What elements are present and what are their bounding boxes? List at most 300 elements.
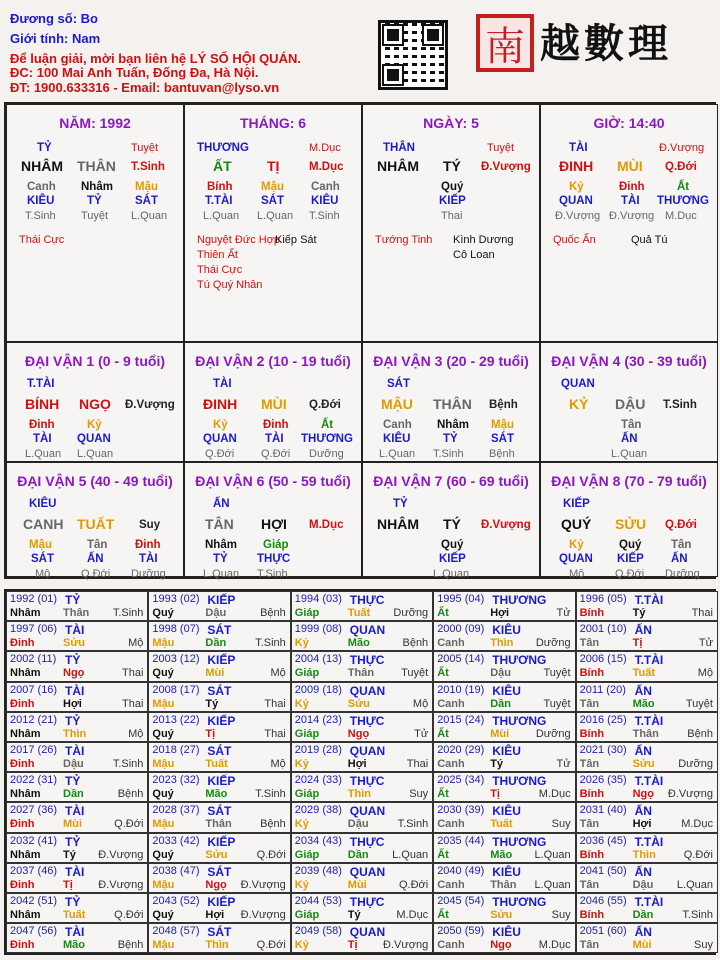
- year-branch: Mùi: [490, 727, 510, 740]
- year-label: 2043 (52): [152, 895, 200, 907]
- cell-text: T.Sinh: [663, 399, 697, 411]
- year-stage: Bệnh: [260, 607, 286, 619]
- year-branch: Sửu: [632, 758, 655, 770]
- year-cell: [291, 863, 433, 893]
- cell-title: ĐẠI VẬN 7 (60 - 69 tuổi): [373, 473, 529, 489]
- year-cell: [6, 923, 148, 953]
- year-stem: Nhâm: [10, 667, 41, 680]
- year-god: TÀI: [65, 744, 85, 758]
- cell-text: QUAN: [561, 378, 595, 390]
- year-label: 2016 (25): [579, 713, 627, 726]
- year-stage: Q.Đới: [398, 878, 429, 891]
- cell-text: DẬU: [615, 396, 646, 412]
- year-stage: Tuyệt: [685, 697, 713, 710]
- cell-text: THƯƠNG: [657, 195, 709, 207]
- year-god: THƯƠNG: [492, 593, 547, 607]
- year-label: 2046 (55): [579, 895, 627, 907]
- year-god: QUAN: [349, 864, 386, 879]
- year-cell: [148, 621, 290, 651]
- year-cell: [433, 591, 575, 621]
- cell-text: Bệnh: [489, 448, 515, 460]
- cell-text: HỢI: [261, 516, 287, 532]
- year-stem: Giáp: [294, 667, 320, 680]
- year-cell: [291, 742, 433, 772]
- year-cell: [291, 923, 433, 953]
- qr-code-icon: [378, 20, 448, 90]
- year-label: 2032 (41): [10, 834, 58, 847]
- cell-text: ẤN: [621, 433, 638, 445]
- year-branch: Hợi: [490, 607, 510, 619]
- year-cell: [576, 802, 718, 832]
- cell-title: ĐẠI VẬN 1 (0 - 9 tuổi): [24, 353, 165, 369]
- cell-text: T.TÀI: [205, 195, 233, 207]
- gender: Giới tính: Nam: [10, 31, 101, 46]
- year-stem: Đinh: [10, 818, 35, 831]
- year-cell: [148, 802, 290, 832]
- year-label: 2040 (49): [437, 864, 485, 877]
- year-cell: [433, 893, 575, 923]
- year-label: 2029 (38): [294, 804, 342, 817]
- cell-text: TỶ: [393, 498, 408, 510]
- cell-text: KIẾP: [439, 553, 466, 565]
- year-branch: Dậu: [632, 878, 654, 891]
- year-cell: [6, 742, 148, 772]
- cell-text: TÀI: [139, 553, 158, 565]
- year-god: ẤN: [634, 925, 652, 940]
- year-stem: Quý: [152, 848, 174, 861]
- year-cell: [6, 651, 148, 681]
- address-line: ĐC: 100 Mai Anh Tuấn, Đống Đa, Hà Nội.: [10, 65, 259, 80]
- year-label: 2039 (48): [294, 864, 342, 877]
- cell-text: QUAN: [559, 553, 593, 565]
- year-cell: [576, 772, 718, 802]
- year-god: SÁT: [207, 864, 232, 879]
- cell-text: TÀI: [621, 195, 640, 207]
- year-branch: Dần: [632, 909, 654, 921]
- cell-text: ẤN: [87, 553, 104, 565]
- cell-text: KIÊU: [27, 195, 55, 207]
- year-cell: [576, 863, 718, 893]
- year-cell: [148, 742, 290, 772]
- cell-title: ĐẠI VẬN 3 (20 - 29 tuổi): [373, 353, 529, 369]
- year-branch: Mùi: [347, 878, 367, 891]
- year-stem: Ất: [437, 667, 449, 680]
- year-branch: Tý: [490, 758, 504, 770]
- cell-text: Đinh: [619, 181, 645, 193]
- year-stage: Tử: [556, 607, 571, 619]
- year-cell: [291, 621, 433, 651]
- year-label: 2019 (28): [294, 744, 342, 756]
- dai-van-cell: [6, 462, 184, 580]
- year-god: THƯƠNG: [492, 713, 547, 728]
- year-branch: Ngọ: [205, 878, 227, 891]
- year-stem: Canh: [437, 818, 465, 831]
- year-branch: Tuất: [205, 758, 228, 770]
- cell-text: Q.Đới: [665, 161, 697, 173]
- year-stage: L.Quan: [676, 878, 713, 891]
- dai-van-cell: [184, 462, 362, 580]
- year-cell: [433, 712, 575, 742]
- cell-text: T.Sinh: [257, 568, 288, 580]
- year-label: 1999 (08): [294, 623, 342, 636]
- year-cell: [433, 682, 575, 712]
- cell-title: NĂM: 1992: [59, 115, 131, 131]
- cell-text: TỊ: [267, 158, 280, 174]
- year-label: 2037 (46): [10, 864, 58, 877]
- cell-text: T.Sinh: [131, 161, 165, 173]
- year-branch: Sửu: [63, 637, 86, 650]
- cell-text: Kỷ: [213, 419, 228, 431]
- year-cell: [291, 591, 433, 621]
- cell-text: TÝ: [443, 158, 461, 174]
- year-god: SÁT: [207, 744, 232, 758]
- year-cell: [433, 833, 575, 863]
- year-cell: [291, 802, 433, 832]
- year-cell: [148, 682, 290, 712]
- year-stage: Mộ: [128, 727, 144, 740]
- cell-text: KIÊU: [311, 195, 339, 207]
- year-label: 1994 (03): [294, 593, 342, 605]
- year-cell: [576, 591, 718, 621]
- year-god: KIẾP: [207, 834, 236, 849]
- cell-text: Đ.Vượng: [481, 161, 531, 173]
- cell-text: Nhâm: [81, 181, 113, 193]
- year-cell: [576, 742, 718, 772]
- cell-text: Kỷ: [569, 539, 584, 551]
- year-branch: Thân: [63, 607, 90, 619]
- year-stage: Suy: [551, 909, 571, 921]
- year-god: THỰC: [349, 593, 385, 607]
- year-stem: Mậu: [152, 878, 175, 891]
- cell-text: TÀI: [265, 433, 284, 445]
- year-stem: Ất: [437, 848, 449, 861]
- cell-text: MÙI: [261, 396, 287, 412]
- year-god: T.TÀI: [634, 653, 664, 668]
- year-god: QUAN: [349, 744, 386, 758]
- year-stage: T.Sinh: [255, 637, 286, 650]
- year-stem: Mậu: [152, 697, 175, 710]
- cell-text: BÍNH: [25, 396, 60, 412]
- year-stem: Quý: [152, 788, 174, 801]
- year-stage: Mộ: [270, 667, 286, 680]
- year-god: QUAN: [349, 683, 386, 698]
- year-god: TỶ: [65, 593, 81, 607]
- year-god: TỶ: [65, 653, 81, 668]
- year-stem: Đinh: [10, 637, 35, 650]
- cell-text: Kỷ: [569, 181, 584, 193]
- year-stem: Nhâm: [10, 607, 41, 619]
- year-stem: Mậu: [152, 818, 175, 831]
- year-label: 2025 (34): [437, 774, 485, 787]
- year-god: KIÊU: [492, 864, 521, 879]
- year-stage: Dưỡng: [393, 607, 429, 619]
- cell-text: Mậu: [135, 181, 158, 193]
- dai-van-cell: [362, 342, 540, 462]
- year-cell: [6, 621, 148, 651]
- year-stage: Bệnh: [402, 637, 429, 650]
- cell-text: Đ.Vượng: [609, 210, 655, 222]
- cell-text: Quốc Ấn: [553, 234, 596, 246]
- cell-text: M.Dục: [309, 161, 344, 173]
- year-stage: Thai: [691, 607, 713, 619]
- cell-text: Đinh: [135, 539, 161, 551]
- year-stem: Giáp: [294, 848, 320, 861]
- year-stage: Đ.Vượng: [383, 939, 429, 952]
- year-label: 2004 (13): [294, 653, 342, 666]
- year-stage: Đ.Vượng: [240, 878, 286, 891]
- year-stage: Q.Đới: [256, 848, 286, 861]
- cell-text: Quý: [441, 181, 464, 193]
- year-stem: Bính: [579, 607, 605, 619]
- year-cell: [148, 651, 290, 681]
- cell-text: Q.Đới: [261, 448, 291, 460]
- year-cell: [291, 833, 433, 863]
- year-stem: Tân: [579, 818, 600, 831]
- year-stage: Suy: [409, 788, 429, 801]
- year-stage: Bệnh: [117, 939, 144, 952]
- year-stem: Kỷ: [294, 878, 309, 891]
- year-cell: [433, 742, 575, 772]
- cell-text: Tú Quý Nhân: [197, 279, 263, 291]
- cell-text: ẤN: [671, 553, 688, 565]
- cell-text: Tân: [87, 539, 108, 551]
- year-stage: M.Dục: [681, 818, 713, 831]
- cell-text: Canh: [383, 419, 412, 431]
- cell-text: TỶ: [213, 553, 228, 565]
- cell-text: L.Quan: [203, 210, 240, 222]
- year-label: 2000 (09): [437, 623, 485, 636]
- year-stage: Q.Đới: [683, 848, 713, 861]
- dai-van-cell: [184, 342, 362, 462]
- cell-text: Canh: [27, 181, 56, 193]
- cell-text: Đ.Vượng: [555, 210, 601, 222]
- year-stem: Đinh: [10, 939, 35, 952]
- year-label: 2001 (10): [579, 623, 627, 636]
- year-branch: Ngọ: [632, 788, 654, 801]
- cell-text: Bính: [207, 181, 233, 193]
- cell-text: TỶ: [87, 195, 102, 207]
- year-cell: [433, 863, 575, 893]
- year-branch: Tuất: [347, 607, 371, 619]
- owner-name: Đương số: Bo: [10, 11, 98, 26]
- year-stem: Canh: [437, 939, 465, 952]
- cell-text: TÀI: [569, 142, 588, 154]
- year-stage: Mộ: [128, 637, 144, 650]
- year-god: THỰC: [349, 713, 385, 728]
- year-cell: [148, 591, 290, 621]
- cell-text: Canh: [311, 181, 340, 193]
- year-cell: [433, 802, 575, 832]
- cell-text: Kình Dương: [453, 234, 514, 246]
- year-label: 2022 (31): [10, 774, 58, 787]
- year-label: 2031 (40): [579, 804, 627, 817]
- year-cell: [6, 802, 148, 832]
- year-stage: Bệnh: [117, 788, 144, 801]
- cell-text: Ất: [321, 419, 334, 431]
- year-stage: Đ.Vượng: [240, 909, 286, 921]
- year-label: 2024 (33): [294, 774, 342, 787]
- brand-logo: 越數理: [540, 20, 672, 67]
- year-stage: Tuyệt: [543, 667, 571, 680]
- year-branch: Mão: [63, 939, 85, 952]
- cell-text: ẤN: [213, 498, 230, 510]
- cell-text: QUAN: [77, 433, 111, 445]
- cell-text: TÂN: [205, 516, 234, 532]
- cell-text: Suy: [139, 519, 161, 531]
- cell-title: ĐẠI VẬN 2 (10 - 19 tuổi): [195, 353, 351, 369]
- cell-text: TUẤT: [77, 516, 115, 532]
- cell-text: TÀI: [213, 378, 232, 390]
- year-stage: Thai: [264, 697, 286, 710]
- pillar-cell: [184, 104, 362, 342]
- year-label: 2018 (27): [152, 744, 200, 756]
- year-branch: Dần: [205, 637, 227, 650]
- dai-van-cell: [6, 342, 184, 462]
- year-stem: Canh: [437, 637, 465, 650]
- year-stage: Đ.Vượng: [667, 788, 713, 801]
- year-god: THỰC: [349, 834, 385, 849]
- year-label: 2021 (30): [579, 744, 627, 756]
- year-branch: Dậu: [205, 607, 227, 619]
- cell-text: Mậu: [29, 539, 52, 551]
- year-stage: Q.Đới: [114, 818, 144, 831]
- year-stem: Đinh: [10, 878, 35, 891]
- year-stage: Thai: [264, 727, 286, 740]
- cell-text: TÝ: [443, 516, 461, 532]
- year-label: 2020 (29): [437, 744, 485, 756]
- cell-text: THỰC: [257, 553, 291, 565]
- year-label: 2051 (60): [579, 925, 627, 938]
- year-branch: Dậu: [490, 667, 511, 680]
- year-cell: [148, 833, 290, 863]
- year-label: 1995 (04): [437, 593, 485, 605]
- year-label: 2003 (12): [152, 653, 200, 666]
- cell-text: Đ.Vượng: [481, 519, 531, 531]
- year-cell: [6, 772, 148, 802]
- year-label: 2009 (18): [294, 683, 342, 696]
- year-stem: Kỷ: [294, 697, 309, 710]
- year-label: 2049 (58): [294, 925, 342, 938]
- annual-table: [4, 589, 716, 955]
- year-label: 2012 (21): [10, 713, 58, 726]
- year-god: THƯƠNG: [492, 653, 547, 668]
- year-cell: [576, 923, 718, 953]
- cell-text: Nhâm: [437, 419, 469, 431]
- cell-text: Thái Cực: [197, 264, 243, 276]
- year-label: 2033 (42): [152, 834, 200, 847]
- year-stage: T.Sinh: [255, 788, 286, 801]
- year-stage: L.Quan: [392, 848, 429, 861]
- year-god: KIẾP: [207, 593, 236, 607]
- year-label: 2023 (32): [152, 774, 200, 787]
- cell-title: NGÀY: 5: [423, 115, 479, 131]
- year-branch: Tuất: [632, 667, 655, 680]
- year-branch: Thân: [347, 667, 375, 680]
- year-branch: Thìn: [205, 939, 229, 952]
- year-stage: Tử: [698, 637, 713, 650]
- year-stem: Tân: [579, 637, 600, 650]
- year-stem: Quý: [152, 607, 174, 619]
- year-god: QUAN: [349, 804, 386, 819]
- year-stage: Mộ: [412, 697, 429, 710]
- cell-text: THƯƠNG: [301, 433, 353, 445]
- cell-text: Mộ: [35, 568, 51, 580]
- year-cell: [291, 682, 433, 712]
- year-stage: T.Sinh: [682, 909, 713, 921]
- year-stage: Suy: [694, 939, 713, 952]
- year-god: T.TÀI: [634, 713, 664, 728]
- year-god: QUAN: [349, 623, 386, 638]
- year-god: ẤN: [634, 623, 652, 638]
- year-stage: M.Dục: [538, 788, 571, 801]
- cell-text: Tân: [621, 419, 642, 431]
- year-branch: Tị: [490, 788, 500, 801]
- year-stem: Kỷ: [294, 818, 309, 831]
- year-branch: Dậu: [347, 818, 369, 831]
- cell-text: Dưỡng: [309, 448, 344, 460]
- year-label: 2002 (11): [10, 653, 57, 666]
- cell-text: ĐINH: [559, 158, 594, 174]
- year-cell: [433, 923, 575, 953]
- year-label: 2015 (24): [437, 713, 485, 726]
- cell-text: Đ.Vượng: [659, 142, 705, 154]
- cell-text: SÁT: [261, 195, 284, 207]
- year-label: 2011 (20): [579, 683, 626, 696]
- cell-text: T.Sinh: [433, 448, 464, 460]
- year-god: SÁT: [207, 683, 232, 698]
- year-god: KIẾP: [207, 895, 236, 909]
- year-cell: [6, 863, 148, 893]
- year-branch: Ngọ: [347, 727, 370, 740]
- cell-text: Kỷ: [87, 419, 102, 431]
- cell-text: Q.Đới: [615, 568, 645, 580]
- year-god: KIẾP: [207, 653, 236, 668]
- year-stage: Tử: [556, 758, 571, 770]
- pillar-cell: [362, 104, 540, 342]
- cell-text: M.Dục: [309, 519, 344, 531]
- year-branch: Mão: [632, 697, 655, 710]
- year-branch: Tị: [632, 637, 643, 650]
- year-stem: Nhâm: [10, 909, 41, 921]
- year-stem: Bính: [579, 667, 605, 680]
- year-stem: Ất: [437, 788, 449, 801]
- year-cell: [291, 712, 433, 742]
- year-stage: L.Quan: [534, 878, 571, 891]
- year-branch: Tị: [347, 939, 358, 952]
- year-branch: Tị: [205, 727, 216, 740]
- year-god: TỶ: [65, 774, 81, 789]
- year-branch: Tý: [63, 848, 76, 861]
- year-cell: [576, 682, 718, 712]
- cell-text: Tướng Tinh: [375, 234, 433, 246]
- year-god: KIÊU: [492, 804, 521, 819]
- cell-text: L.Quan: [203, 568, 240, 580]
- year-label: 2027 (36): [10, 804, 58, 817]
- year-branch: Thân: [632, 727, 659, 740]
- pillar-cell: [6, 104, 184, 342]
- year-stem: Quý: [152, 909, 174, 921]
- year-stem: Quý: [152, 667, 174, 680]
- year-stage: T.Sinh: [112, 758, 144, 770]
- year-stage: Mộ: [270, 758, 286, 770]
- year-stage: Thai: [406, 758, 429, 770]
- year-branch: Thìn: [490, 637, 514, 650]
- year-stem: Bính: [579, 727, 605, 740]
- chart-grid: [4, 102, 716, 579]
- year-stem: Canh: [437, 878, 465, 891]
- year-god: T.TÀI: [634, 895, 664, 909]
- year-cell: [6, 712, 148, 742]
